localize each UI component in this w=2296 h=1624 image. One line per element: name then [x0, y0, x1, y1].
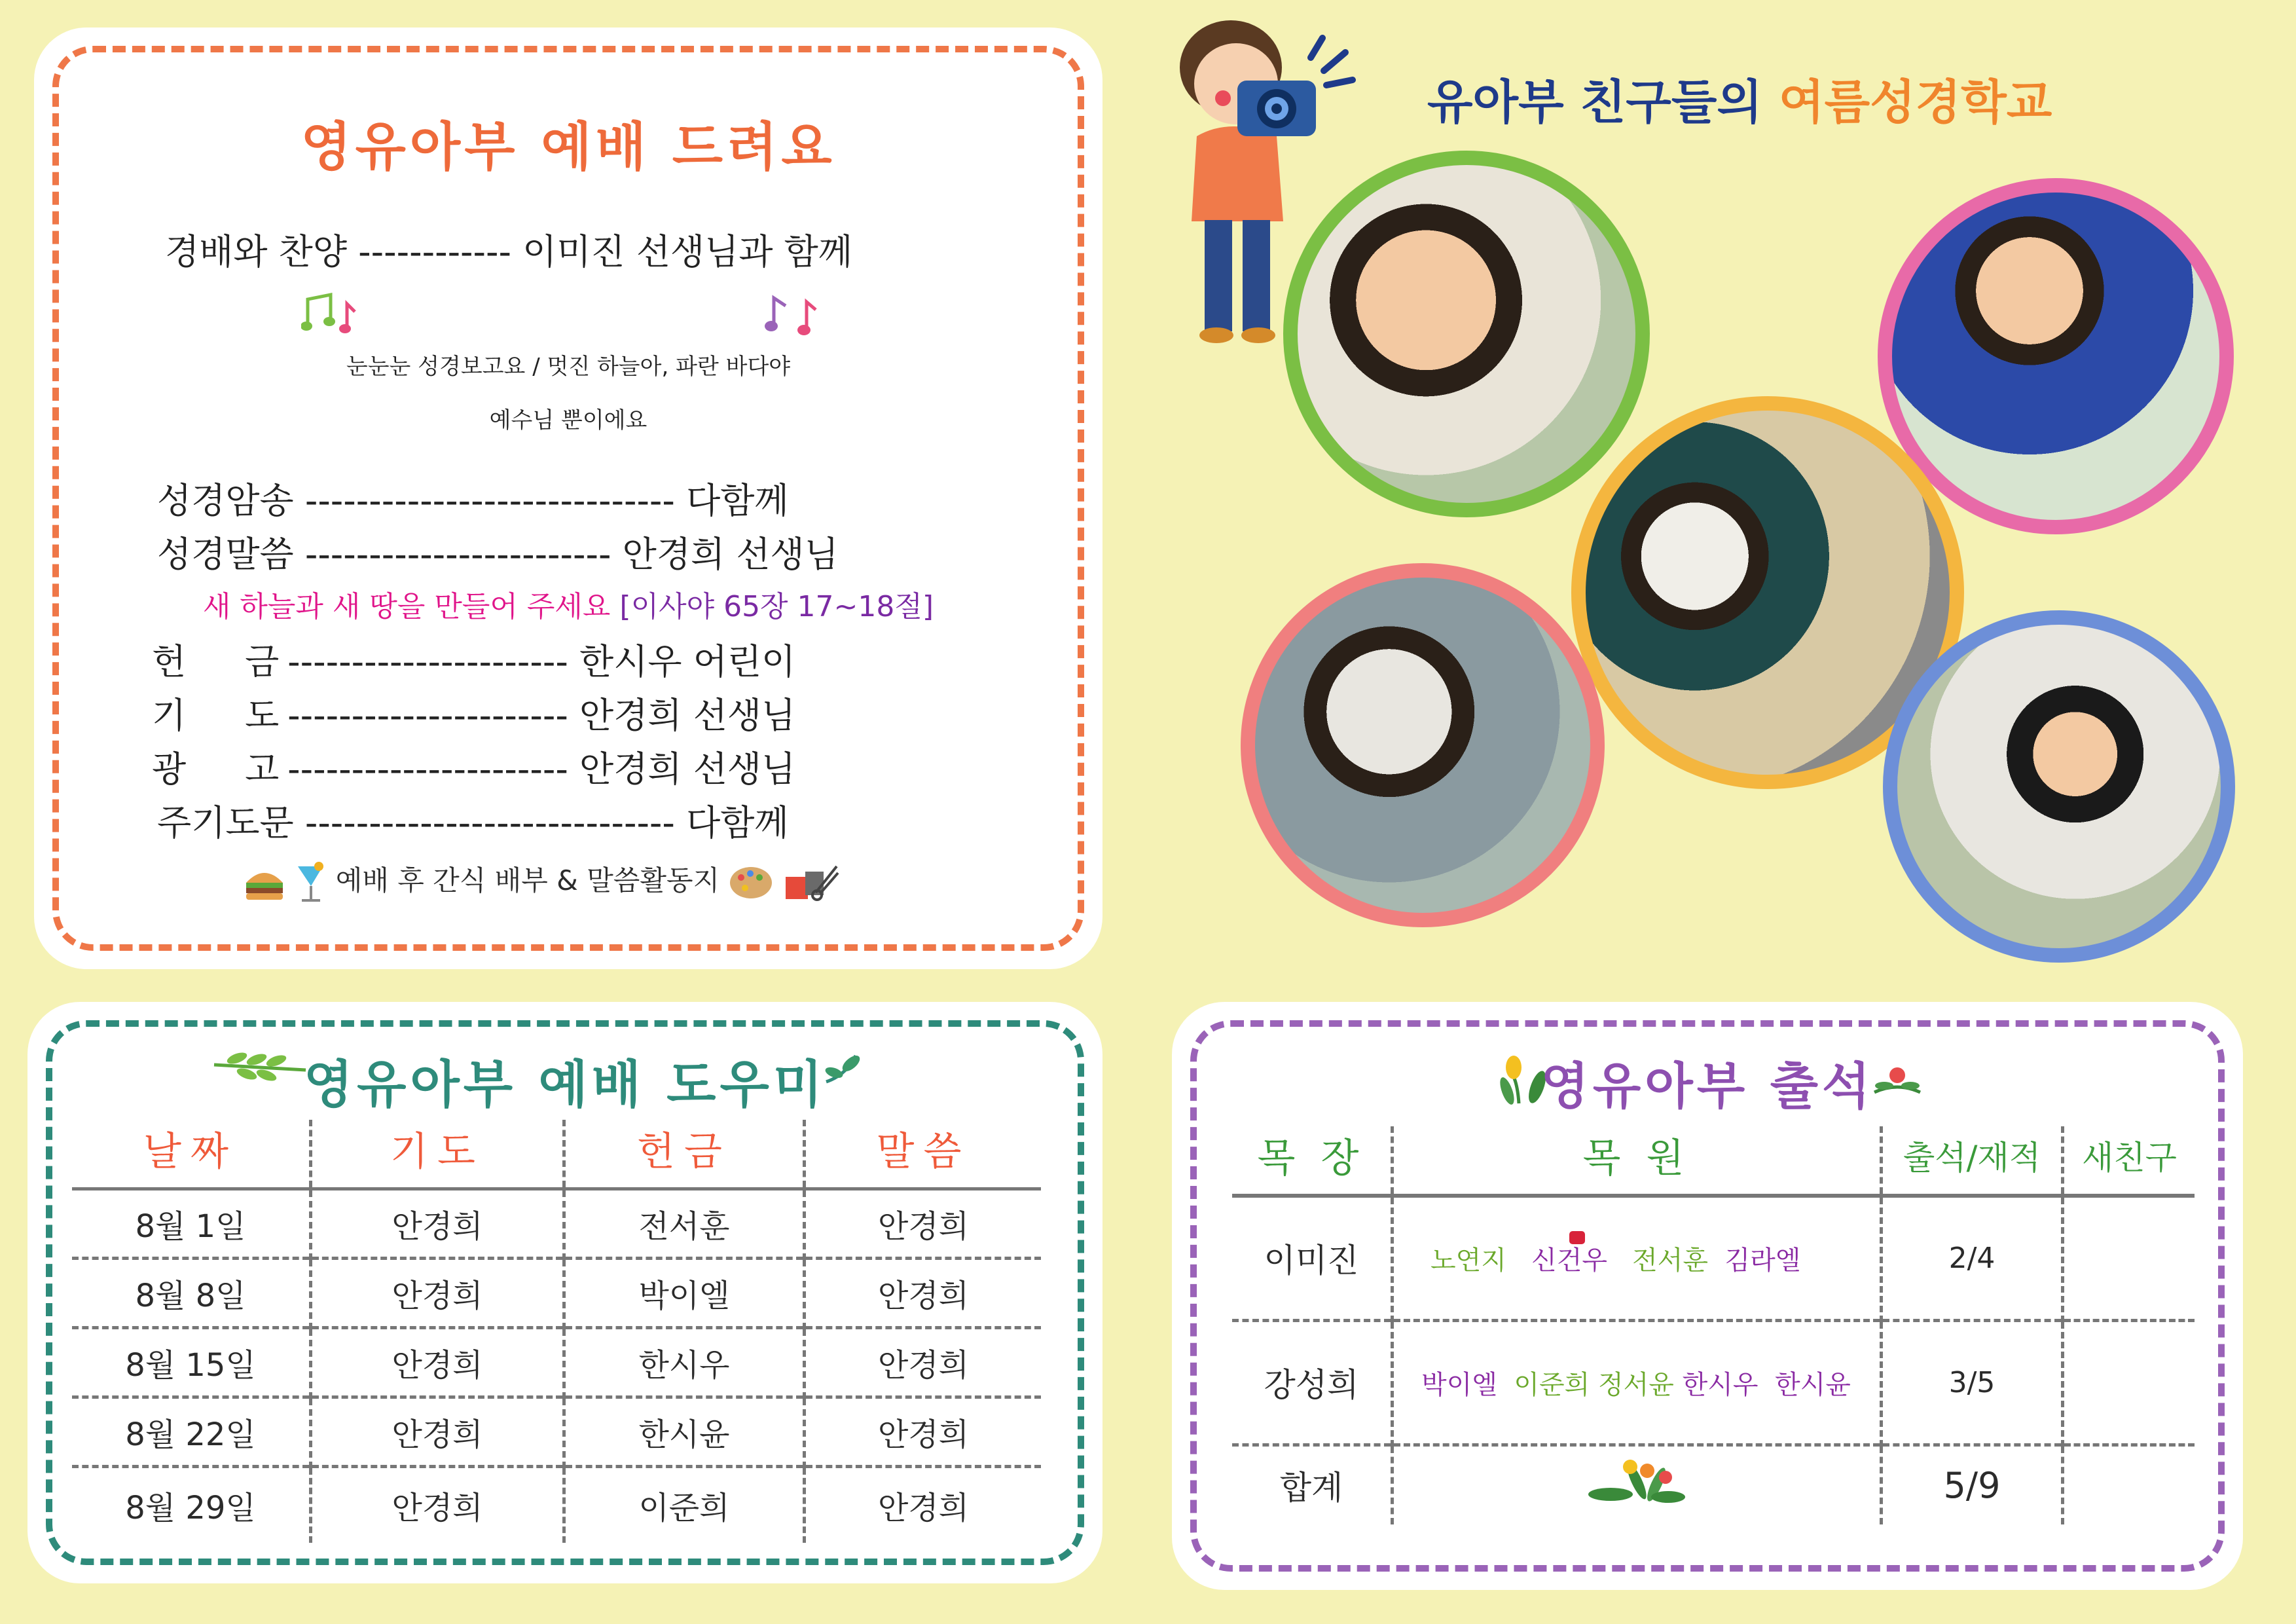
table-cell: 안경희: [311, 1259, 564, 1328]
order-item-label: 성경암송: [157, 480, 294, 521]
table-row: [1232, 1445, 2195, 1524]
table-cell: 8월 1일: [72, 1189, 311, 1259]
order-item: [152, 634, 795, 684]
order-item-label: 성경말씀: [157, 534, 294, 575]
members-cell: [1393, 1320, 1882, 1445]
attendance-table: [1232, 1126, 2195, 1524]
table-cell: 안경희: [311, 1397, 564, 1467]
flowers-icon: [1584, 1455, 1689, 1507]
total-new-cell: [2063, 1445, 2195, 1524]
order-item-value: 안경희 선생님: [622, 534, 839, 575]
member-name: 한시우: [1682, 1369, 1758, 1400]
photo-teacher-and-child: [1883, 610, 2235, 963]
new-friend-cell: [2063, 1320, 2195, 1445]
table-row: [72, 1328, 1041, 1397]
order-item: [152, 741, 795, 792]
order-item-dashes: ------------------------: [304, 534, 611, 575]
table-row: [72, 1397, 1041, 1467]
table-cell: 한시윤: [564, 1397, 805, 1467]
worship-helpers-card: [27, 1002, 1102, 1583]
palette-icon: [728, 863, 774, 902]
table-cell: 박이엘: [564, 1259, 805, 1328]
order-item-value: 안경희 선생님: [579, 748, 796, 790]
praise-dashes: ------------: [358, 231, 511, 272]
column-header-prayer: 기도: [311, 1120, 564, 1189]
praise-label: 경배와 찬양: [165, 231, 347, 272]
attendance-card: [1172, 1002, 2243, 1590]
photo-boy-close-up: [1283, 151, 1650, 517]
helpers-table: [72, 1120, 1041, 1543]
order-item: [157, 795, 789, 845]
praise-value: 이미진 선생님과 함께: [522, 231, 852, 272]
total-members-cell: [1393, 1445, 1882, 1524]
music-note-icon: [301, 289, 367, 335]
footer-line: [244, 859, 842, 906]
worship-order-card: [34, 28, 1102, 969]
total-ratio-cell: 5/9: [1882, 1445, 2063, 1524]
table-cell: 안경희: [311, 1467, 564, 1543]
member-name: 신건우: [1531, 1246, 1607, 1276]
total-label-cell: 합계: [1232, 1445, 1393, 1524]
order-item-label: 광 고: [152, 748, 280, 790]
helpers-header-row: [72, 1120, 1041, 1189]
column-header-sermon: 말씀: [876, 1129, 971, 1175]
sprout-icon: [820, 1049, 866, 1088]
header-part-2: 여름성경학교: [1779, 75, 2052, 130]
column-header-leader: 목 장: [1232, 1126, 1393, 1196]
column-header-date: 날짜: [72, 1120, 311, 1189]
verse-reference: [이사야 65장 17~18절]: [619, 590, 934, 623]
table-row: [72, 1467, 1041, 1543]
attendance-title: 영유아부 출석: [1540, 1057, 1874, 1115]
order-item-label: 기 도: [152, 695, 280, 736]
order-item: [157, 526, 839, 577]
order-item: [152, 688, 795, 738]
table-row: [72, 1259, 1041, 1328]
order-item-label: 주기도문: [157, 802, 294, 843]
order-item-dashes: ----------------------: [287, 695, 568, 736]
helpers-title: 영유아부 예배 도우미: [303, 1056, 827, 1115]
attendance-header-row: [1232, 1126, 2195, 1196]
drink-icon: [294, 860, 327, 906]
members-cell: [1393, 1196, 1882, 1320]
column-header-members: 목 원: [1393, 1126, 1882, 1196]
table-cell: 안경희: [311, 1189, 564, 1259]
new-friend-cell: [2063, 1196, 2195, 1320]
table-cell: 안경희: [877, 1490, 970, 1527]
order-item-value: 다함께: [686, 480, 789, 521]
table-cell: 안경희: [877, 1416, 970, 1453]
member-name: 정서윤: [1598, 1369, 1674, 1400]
leader-cell: 강성희: [1232, 1320, 1393, 1445]
table-cell: 안경희: [877, 1208, 970, 1245]
praise-line: [165, 224, 852, 274]
songs-line-2: 예수님 뿐이에요: [489, 407, 647, 434]
table-row: [72, 1189, 1041, 1259]
music-note-icon-2: [761, 286, 826, 339]
order-item-dashes: ----------------------: [287, 748, 568, 790]
member-name: 한시윤: [1775, 1369, 1851, 1400]
order-item-label: 헌 금: [152, 641, 280, 682]
footer-text: 예배 후 간식 배부 & 말씀활동지: [335, 864, 720, 896]
table-cell: 안경희: [311, 1328, 564, 1397]
table-row: [1232, 1196, 2195, 1320]
order-item: [157, 473, 789, 523]
ratio-cell: 3/5: [1882, 1320, 2063, 1445]
leader-cell: 이미진: [1232, 1196, 1393, 1320]
header-title: [1427, 64, 2052, 132]
table-cell: 8월 29일: [72, 1467, 311, 1543]
order-item-dashes: -----------------------------: [304, 480, 675, 521]
order-item-value: 안경희 선생님: [579, 695, 796, 736]
flower-icon: [1871, 1062, 1923, 1099]
table-cell: 이준희: [564, 1467, 805, 1543]
order-item-value: 한시우 어린이: [579, 641, 796, 682]
column-header-offering: 헌금: [564, 1120, 805, 1189]
table-cell: 안경희: [877, 1278, 970, 1314]
play-icon: [1569, 1231, 1585, 1244]
order-item-dashes: -----------------------------: [304, 802, 675, 843]
table-cell: 8월 8일: [72, 1259, 311, 1328]
table-cell: 안경희: [877, 1347, 970, 1384]
member-name: 박이엘: [1421, 1369, 1497, 1400]
table-row: [1232, 1320, 2195, 1445]
header-part-1: 유아부 친구들의: [1427, 75, 1762, 130]
order-item-value: 다함께: [686, 802, 789, 843]
table-cell: 한시우: [564, 1328, 805, 1397]
verse-text: 새 하늘과 새 땅을 만들어 주세요: [202, 590, 611, 623]
table-cell: 8월 15일: [72, 1328, 311, 1397]
column-header-ratio: 출석/재적: [1882, 1126, 2063, 1196]
member-name: 이준희: [1514, 1369, 1590, 1400]
member-name: 전서훈: [1632, 1245, 1709, 1276]
scissors-icon: [783, 860, 842, 906]
worship-order-title: 영유아부 예배 드려요: [301, 117, 836, 177]
ratio-cell: 2/4: [1882, 1196, 2063, 1320]
songs-line-1: 눈눈눈 성경보고요 / 멋진 하늘아, 파란 바다야: [346, 354, 791, 380]
order-item-dashes: ----------------------: [287, 641, 568, 682]
burger-icon: [244, 863, 285, 902]
verse-line: [34, 583, 1102, 625]
table-cell: 전서훈: [564, 1189, 805, 1259]
photo-children-playing: [1241, 563, 1605, 927]
photo-girl-blue-bib: [1878, 178, 2234, 534]
member-name: 김라엘: [1724, 1245, 1801, 1276]
member-name: 노연지: [1430, 1245, 1506, 1276]
table-cell: 8월 22일: [72, 1397, 311, 1467]
column-header-new: 새친구: [2082, 1139, 2177, 1177]
